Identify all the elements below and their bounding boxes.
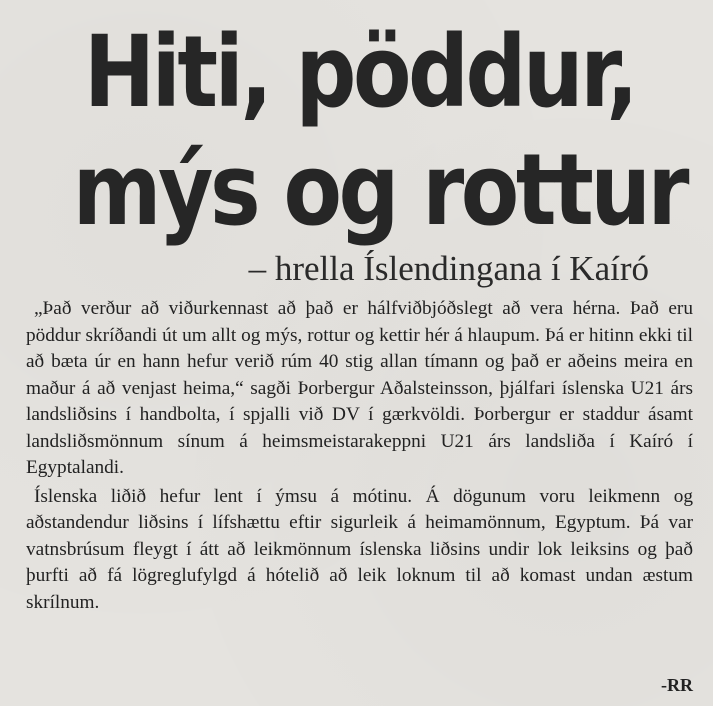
headline-line-2: mýs og rottur [72, 133, 687, 248]
article-body [26, 296, 693, 616]
headline [72, 14, 687, 250]
headline-line-1: Hiti, pöddur, [83, 15, 636, 130]
subheadline: – hrella Íslendingana í Kaíró [248, 249, 649, 288]
article-paragraph-1: „Það verður að viðurkennast að það er hálfviðbjóðslegt að vera hérna. Það eru pöddur skríðandi út um allt og mýs, rottur og kettir hér á hlaupum. Þá er hitinn ekki til að bæta úr en hann hefur verið rúm 40 stig allan tímann og það er aðeins meira en maður á að venjast heima,“ sagði Þorbergur Aðalsteinsson, þjálfari íslenska U21 árs landsliðsins í handbolta, í spjalli við DV í gærkvöldi. Þorbergur er staddur ásamt landsliðsmönnum sínum á heimsmeistarakeppni U21 árs landsliða í Kaíró í Egyptalandi. [26, 298, 693, 478]
article-paragraph-2: Íslenska liðið hefur lent í ýmsu á mótinu. Á dögunum voru leikmenn og aðstandendur liðsins í lífshættu eftir sigurleik á heimamönnum, Egyptum. Þá var vatnsbrúsum fleygt í átt að leikmönnum íslenska liðsins undir lok leiksins og það þurfti að fá lögreglufylgd á hótelið að leik loknum til að komast undan æstum skrílnum. [26, 485, 693, 613]
byline: -RR [661, 675, 693, 695]
